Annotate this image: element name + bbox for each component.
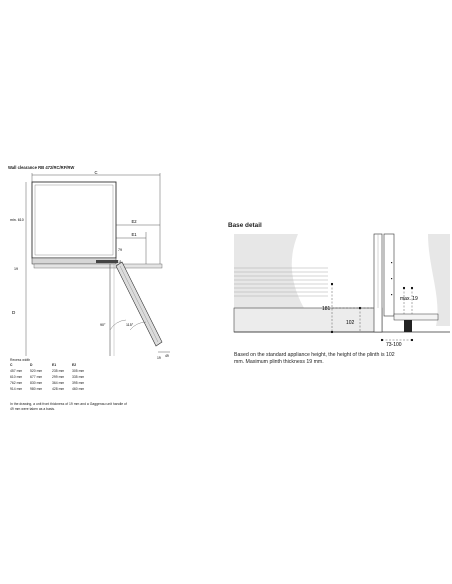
dim-max19-dot-a [403, 287, 405, 289]
dim-73100-dot-b [411, 339, 413, 341]
dim-e1-label: E1 [131, 232, 137, 237]
dim-181-top-dot [331, 283, 333, 285]
bg-shape-left [234, 234, 304, 308]
recess-table-cell: 762 mm [10, 381, 23, 385]
dim-102-label: 102 [346, 320, 355, 326]
plinth-board [404, 320, 412, 332]
recess-table-cell: 364 mm [52, 381, 65, 385]
dim-c-label: C [94, 170, 98, 175]
recess-table-header: E1 [52, 363, 57, 367]
recess-table-cell: 299 mm [52, 375, 65, 379]
dim-181-label: 181 [322, 306, 331, 312]
door-panel [384, 234, 394, 316]
recess-table-title: Recess width [10, 358, 31, 362]
recess-table-header: E2 [72, 363, 77, 367]
recess-table-cell: 677 mm [30, 375, 43, 379]
door-handle [96, 260, 118, 263]
base-detail-title: Base detail [228, 222, 262, 229]
recess-table-header: C [10, 363, 13, 367]
recess-table-cell: 460 mm [72, 387, 85, 391]
dim-181-bottom-dot [331, 331, 333, 333]
recess-table-header: D [30, 363, 33, 367]
dim-max19-dot-b [411, 287, 413, 289]
bg-shape-right [428, 234, 450, 326]
recess-table-cell: 395 mm [72, 381, 85, 385]
dim-73100-label: 73-100 [386, 342, 402, 346]
recess-table-cell: 520 mm [30, 369, 43, 373]
dim-11-label: 11 [118, 260, 122, 264]
angle-90-label: 90° [100, 323, 106, 327]
swing-arc-90 [110, 320, 126, 330]
recess-table-cell: 914 mm [10, 387, 23, 391]
dim-73100-dot-a [381, 339, 383, 341]
dim-max19-label: max. 19 [400, 296, 418, 302]
dim-e2-label: E2 [131, 219, 137, 224]
plinth-foot [394, 314, 438, 320]
plinth-block [234, 308, 382, 332]
base-detail-diagram [228, 228, 452, 346]
recess-table-cell: 305 mm [72, 369, 85, 373]
recess-table-cell: 335 mm [72, 375, 85, 379]
base-detail-note: Based on the standard appliance height, the height of the plinth is 102 mm. Maximum plinth thickness 19 mm. [234, 352, 395, 365]
recess-table-cell: 235 mm [52, 369, 65, 373]
door-edge [120, 266, 158, 342]
recess-table-cell: 980 mm [30, 387, 43, 391]
appliance-inner [35, 185, 113, 255]
angle-115-label: 115° [126, 323, 134, 327]
dim-19-bottom-label: 19 [157, 356, 161, 360]
recess-table-cell: 610 mm [10, 375, 23, 379]
wall-clearance-title: Wall clearance RB 472/RC/RF/RW [8, 165, 75, 170]
dim-d-label: D [12, 310, 16, 315]
dim-79-label: 79 [118, 248, 122, 252]
appliance-body [32, 182, 116, 258]
dim-49-bottom-label: 49 [165, 354, 169, 358]
dim-min-label: min. 610 [10, 218, 24, 222]
recess-table-cell: 428 mm [52, 387, 65, 391]
recess-table-cell: 830 mm [30, 381, 43, 385]
cabinet-floor [34, 264, 162, 268]
wall-clearance-diagram [0, 170, 200, 360]
dim-19-left-label: 19 [14, 267, 18, 271]
left-note: In the drawing, a unit front thickness of 19 mm and a Gaggenau unit handle of 49 mm were taken as a basis. [10, 402, 127, 411]
recess-table-cell: 457 mm [10, 369, 23, 373]
